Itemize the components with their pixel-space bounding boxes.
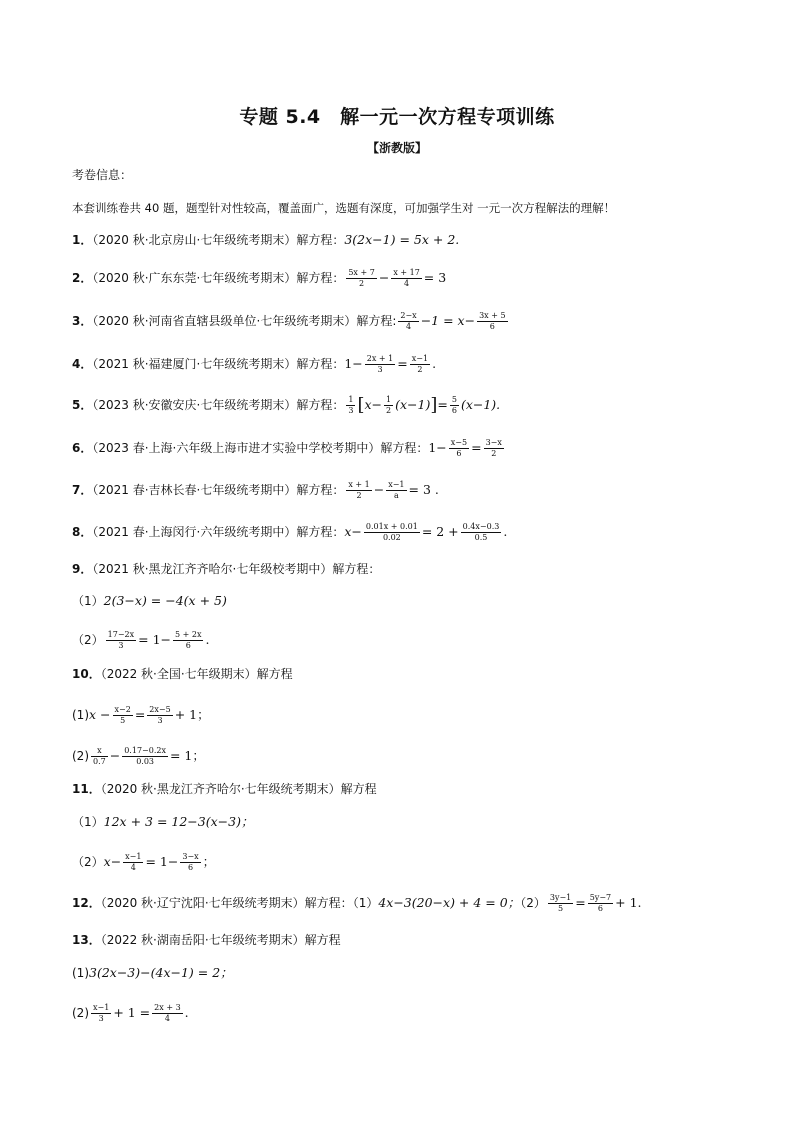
- fraction: $\frac{3-x}{2}$: [485, 438, 502, 458]
- fraction: $\frac{5y-7}{6}$: [589, 893, 612, 913]
- equation: 2(3−x) = −4(x + 5): [103, 593, 227, 608]
- equation: 3(2x−1) = 5x + 2.: [344, 232, 460, 247]
- question-1: [72, 233, 459, 247]
- question-13-part-1: (1)3(2x−3)−(4x−1) = 2；: [72, 965, 233, 980]
- question-number: 4．: [72, 357, 93, 371]
- question-10: [72, 667, 293, 681]
- info-label: 考卷信息：: [72, 168, 133, 182]
- fraction: $\frac{x-2}{5}$: [114, 705, 131, 725]
- question-number: 1．: [72, 233, 93, 247]
- page-title: 专题 5.4 解一元一次方程专项训练: [239, 106, 555, 128]
- fraction: $\frac{x-1}{2}$: [411, 354, 429, 374]
- question-6: 6．（2023 春·上海·六年级上海市进才实验中学校考期中）解方程：1− $\frac{x-5}{6}$ = $\frac{3-x}{2}$: [72, 438, 502, 458]
- question-11-part-1: （1）12x + 3 = 12−3(x−3)；: [72, 814, 254, 829]
- question-7: 7．（2021 春·吉林长春·七年级统考期中）解方程： $\frac{x + 1}{2}$ − $\frac{x-1}{a}$ = 3 .: [72, 480, 439, 500]
- question-5: 5．（2023 秋·安徽安庆·七年级统考期末）解方程： $\frac{1}{3}$ [x− $\frac{1}{2}$ (x−1)]= $\frac{5}{6}$ (x−1).: [72, 394, 501, 416]
- question-number: 12．: [72, 896, 101, 910]
- question-source: （2020 秋·黑龙江齐齐哈尔·七年级统考期末）解方程: [100, 782, 377, 796]
- fraction: $\frac{x-1}{a}$: [388, 480, 405, 500]
- question-source: （2020 秋·河南省直辖县级单位·七年级统考期末）解方程:: [92, 314, 397, 328]
- question-12: 12．（2020 秋·辽宁沈阳·七年级统考期末）解方程：（1）4x−3(20−x) + 4 = 0；（2） $\frac{3y-1}{5}$ = $\frac{5y-7}{6}$ + 1.: [72, 893, 642, 913]
- question-number: 7．: [72, 483, 93, 497]
- question-source: （2020 秋·广东东莞·七年级统考期末）解方程：: [92, 271, 345, 285]
- question-source: （2022 秋·湖南岳阳·七年级统考期末）解方程: [100, 933, 341, 947]
- fraction: $\frac{3-x}{6}$: [182, 852, 199, 872]
- fraction: $\frac{3x + 5}{6}$: [479, 311, 506, 331]
- question-number: 11．: [72, 782, 101, 796]
- fraction: $\frac{x-5}{6}$: [450, 438, 468, 458]
- question-8: 8．（2021 春·上海闵行·六年级统考期中）解方程：x− $\frac{0.01x + 0.01}{0.02}$ = 2 + $\frac{0.4x-0.3}{0.5}$ .: [72, 522, 508, 542]
- fraction: $\frac{0.01x + 0.01}{0.02}$: [365, 522, 418, 542]
- fraction: $\frac{x-1}{3}$: [93, 1003, 110, 1023]
- fraction: $\frac{x + 1}{2}$: [348, 480, 370, 500]
- question-9-part-2: （2） $\frac{17-2x}{3}$ = 1− $\frac{5 + 2x}{6}$ .: [72, 630, 210, 650]
- question-11: [72, 782, 377, 796]
- question-number: 6．: [72, 441, 93, 455]
- question-source: （2020 秋·北京房山·七年级统考期末）解方程：: [92, 233, 345, 247]
- fraction: $\frac{1}{3}$: [348, 395, 354, 415]
- question-source: （2023 秋·安徽安庆·七年级统考期末）解方程：: [92, 398, 345, 412]
- question-number: 2．: [72, 271, 93, 285]
- question-3: 3．（2020 秋·河南省直辖县级单位·七年级统考期末）解方程: $\frac{2-x}{4}$ −1 = x− $\frac{3x + 5}{6}$: [72, 311, 506, 331]
- question-number: 8．: [72, 525, 93, 539]
- fraction: $\frac{2x + 1}{3}$: [366, 354, 394, 374]
- fraction: $\frac{1}{2}$: [386, 395, 392, 415]
- fraction: $\frac{2-x}{4}$: [400, 311, 417, 331]
- question-10-part-1: (1)x − $\frac{x-2}{5}$ = $\frac{2x-5}{3}$ + 1；: [72, 705, 210, 725]
- question-source: （2020 秋·辽宁沈阳·七年级统考期末）解方程：: [100, 896, 353, 910]
- question-number: 9．: [72, 562, 93, 576]
- fraction: $\frac{17-2x}{3}$: [107, 630, 135, 650]
- page-subtitle: 【浙教版】: [366, 141, 427, 155]
- question-9: [72, 562, 380, 576]
- question-source: （2021 春·吉林长春·七年级统考期中）解方程：: [92, 483, 345, 497]
- question-9-part-1: （1）2(3−x) = −4(x + 5): [72, 593, 227, 608]
- fraction: $\frac{0.4x-0.3}{0.5}$: [462, 522, 500, 542]
- question-number: 5．: [72, 398, 93, 412]
- question-source: （2022 秋·全国·七年级期末）解方程: [100, 667, 293, 681]
- intro-text: 本套训练卷共 40 题，题型针对性较高，覆盖面广，选题有深度，可加强学生对 一元一次方程解法的理解！: [72, 201, 616, 215]
- fraction: $\frac{x + 17}{4}$: [393, 268, 420, 288]
- question-number: 3．: [72, 314, 93, 328]
- fraction: $\frac{5 + 2x}{6}$: [175, 630, 202, 650]
- question-13-part-2: (2) $\frac{x-1}{3}$ + 1 = $\frac{2x + 3}{4}$ .: [72, 1003, 189, 1023]
- question-11-part-2: （2）x− $\frac{x-1}{4}$ = 1− $\frac{3-x}{6}$ ；: [72, 852, 216, 872]
- question-2: 2．（2020 秋·广东东莞·七年级统考期末）解方程： $\frac{5x + 7}{2}$ − $\frac{x + 17}{4}$ = 3: [72, 268, 447, 288]
- fraction: $\frac{x-1}{4}$: [125, 852, 142, 872]
- fraction: $\frac{x}{0.7}$: [93, 746, 106, 766]
- equation: 12x + 3 = 12−3(x−3)；: [103, 814, 254, 829]
- question-13: [72, 933, 341, 947]
- fraction: $\frac{3y-1}{5}$: [549, 893, 572, 913]
- question-10-part-2: (2) $\frac{x}{0.7}$ − $\frac{0.17-0.2x}{0.03}$ = 1；: [72, 746, 205, 766]
- question-4: 4．（2021 秋·福建厦门·七年级统考期末）解方程：1− $\frac{2x + 1}{3}$ = $\frac{x-1}{2}$ .: [72, 354, 437, 374]
- equation: 4x−3(20−x) + 4 = 0；: [378, 895, 521, 910]
- question-number: 13．: [72, 933, 101, 947]
- question-number: 10．: [72, 667, 101, 681]
- fraction: $\frac{5}{6}$: [451, 395, 457, 415]
- question-source: （2023 春·上海·六年级上海市进才实验中学校考期中）解方程：: [92, 441, 429, 455]
- fraction: $\frac{0.17-0.2x}{0.03}$: [124, 746, 166, 766]
- fraction: $\frac{2x + 3}{4}$: [154, 1003, 181, 1023]
- question-source: （2021 秋·福建厦门·七年级统考期末）解方程：: [92, 357, 345, 371]
- fraction: $\frac{2x-5}{3}$: [149, 705, 171, 725]
- fraction: $\frac{5x + 7}{2}$: [348, 268, 375, 288]
- question-source: （2021 秋·黑龙江齐齐哈尔·七年级校考期中）解方程：: [92, 562, 381, 576]
- equation: 3(2x−3)−(4x−1) = 2；: [89, 965, 233, 980]
- question-source: （2021 春·上海闵行·六年级统考期中）解方程：: [92, 525, 345, 539]
